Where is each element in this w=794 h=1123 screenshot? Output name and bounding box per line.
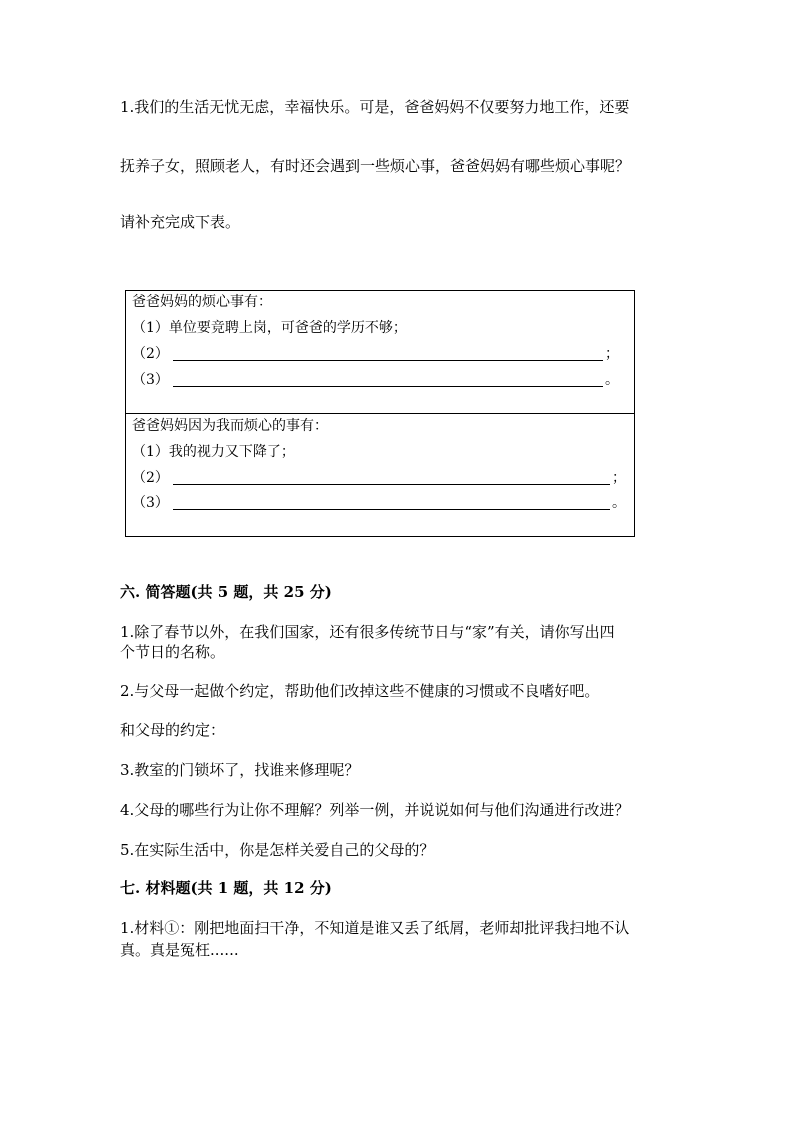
section-6-q3: 3.教室的门锁坏了，找谁来修理呢？ <box>120 761 360 779</box>
worries-item-1: （1）单位要竞聘上岗，可爸爸的学历不够； <box>132 320 407 336</box>
worries-item-2-label: （2） <box>132 346 169 362</box>
intro-line-3: 请补充完成下表。 <box>120 213 241 231</box>
section-6-q1-line-1: 1.除了春节以外，在我们国家，还有很多传统节日与“家”有关，请你写出四 <box>120 623 615 641</box>
section-7-q1-line-2: 真。真是冤枉...... <box>120 941 239 959</box>
about-me-item-2-end: ； <box>612 470 626 486</box>
intro-line-2: 抚养子女，照顾老人，有时还会遇到一些烦心事，爸爸妈妈有哪些烦心事呢？ <box>120 157 631 175</box>
worries-heading: 爸爸妈妈的烦心事有： <box>132 294 272 310</box>
section-6-q4: 4.父母的哪些行为让你不理解？列举一例，并说说如何与他们沟通进行改进？ <box>120 801 630 819</box>
about-me-item-3-end: 。 <box>612 495 626 511</box>
table-box-worries-about-me <box>125 413 635 537</box>
section-6-q1-line-2: 个节日的名称。 <box>120 643 226 661</box>
about-me-item-2-label: （2） <box>132 470 169 486</box>
intro-line-1: 1.我们的生活无忧无虑，幸福快乐。可是，爸爸妈妈不仅要努力地工作，还要 <box>120 98 630 116</box>
table-box-parents-worries <box>125 290 635 414</box>
about-me-item-1: （1）我的视力又下降了； <box>132 444 295 460</box>
section-7-title: 七. 材料题(共 1 题，共 12 分) <box>120 879 332 897</box>
about-me-item-3-label: （3） <box>132 495 169 511</box>
section-6-q2-sub: 和父母的约定： <box>120 721 226 739</box>
section-6-title: 六. 简答题(共 5 题，共 25 分) <box>120 583 332 601</box>
worries-item-2-end: ； <box>605 346 619 362</box>
section-6-q5: 5.在实际生活中，你是怎样关爱自己的父母的？ <box>120 841 435 859</box>
worries-item-2-blank[interactable] <box>173 360 603 361</box>
section-7-q1-line-1: 1.材料①：刚把地面扫干净，不知道是谁又丢了纸屑，老师却批评我扫地不认 <box>120 919 630 937</box>
worries-item-3-blank[interactable] <box>173 386 603 387</box>
about-me-item-2-blank[interactable] <box>173 484 610 485</box>
worries-item-3-end: 。 <box>605 372 619 388</box>
about-me-heading: 爸爸妈妈因为我而烦心的事有： <box>132 418 328 434</box>
section-6-q2: 2.与父母一起做个约定，帮助他们改掉这些不健康的习惯或不良嗜好吧。 <box>120 682 600 700</box>
about-me-item-3-blank[interactable] <box>173 509 610 510</box>
worries-item-3-label: （3） <box>132 372 169 388</box>
